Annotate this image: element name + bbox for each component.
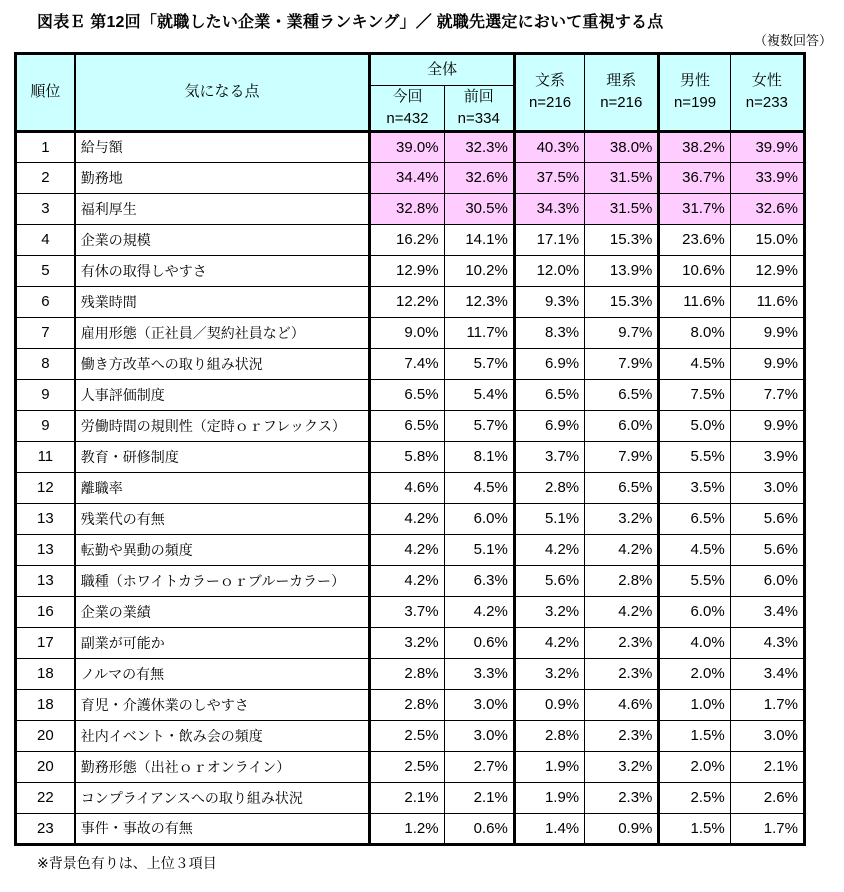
value-cell-male: 1.0%	[659, 689, 730, 720]
table-row	[16, 782, 805, 813]
rank-cell: 22	[16, 782, 75, 813]
table-body	[16, 131, 805, 844]
value-cell-overall-previous: 0.6%	[444, 813, 514, 844]
item-cell: 残業時間	[75, 286, 370, 317]
value-cell-overall-current: 6.5%	[370, 379, 444, 410]
rank-cell: 12	[16, 472, 75, 503]
value-cell-humanities: 1.9%	[514, 782, 584, 813]
value-cell-overall-current: 3.7%	[370, 596, 444, 627]
item-cell: コンプライアンスへの取り組み状況	[75, 782, 370, 813]
value-cell-overall-previous: 4.2%	[444, 596, 514, 627]
value-cell-male: 1.5%	[659, 813, 730, 844]
value-cell-humanities: 1.9%	[514, 751, 584, 782]
header-overall-previous	[444, 85, 514, 131]
table-row	[16, 224, 805, 255]
value-cell-male: 6.5%	[659, 503, 730, 534]
value-cell-sciences: 6.5%	[585, 379, 659, 410]
value-cell-overall-previous: 3.0%	[444, 720, 514, 751]
value-cell-male: 5.0%	[659, 410, 730, 441]
table-row	[16, 317, 805, 348]
table-row	[16, 596, 805, 627]
value-cell-female: 12.9%	[730, 255, 804, 286]
item-cell: ノルマの有無	[75, 658, 370, 689]
value-cell-female: 2.6%	[730, 782, 804, 813]
item-cell: 事件・事故の有無	[75, 813, 370, 844]
rank-cell: 20	[16, 720, 75, 751]
header-female-label: 女性	[751, 72, 782, 90]
table-row	[16, 131, 805, 162]
header-previous-n: n=334	[457, 109, 500, 127]
rank-cell: 16	[16, 596, 75, 627]
item-cell: 福利厚生	[75, 193, 370, 224]
value-cell-overall-previous: 3.0%	[444, 689, 514, 720]
item-cell: 職種（ホワイトカラーｏｒブルーカラー）	[75, 565, 370, 596]
value-cell-female: 9.9%	[730, 410, 804, 441]
header-previous-label: 前回	[463, 87, 494, 105]
item-cell: 働き方改革への取り組み状況	[75, 348, 370, 379]
value-cell-humanities: 40.3%	[514, 131, 584, 162]
value-cell-male: 31.7%	[659, 193, 730, 224]
table-row	[16, 565, 805, 596]
multiple-answer-note: （複数回答）	[753, 33, 832, 48]
header-overall: 全体	[370, 53, 515, 85]
rank-cell: 18	[16, 658, 75, 689]
value-cell-female: 2.1%	[730, 751, 804, 782]
value-cell-overall-current: 2.5%	[370, 720, 444, 751]
header-male	[659, 53, 730, 131]
value-cell-male: 3.5%	[659, 472, 730, 503]
table-row	[16, 286, 805, 317]
value-cell-overall-previous: 5.7%	[444, 348, 514, 379]
item-cell: 副業が可能か	[75, 627, 370, 658]
value-cell-humanities: 9.3%	[514, 286, 584, 317]
value-cell-sciences: 4.6%	[585, 689, 659, 720]
value-cell-overall-previous: 10.2%	[444, 255, 514, 286]
rank-cell: 17	[16, 627, 75, 658]
value-cell-female: 1.7%	[730, 813, 804, 844]
value-cell-male: 6.0%	[659, 596, 730, 627]
value-cell-sciences: 3.2%	[585, 503, 659, 534]
rank-cell: 2	[16, 162, 75, 193]
table-row	[16, 255, 805, 286]
value-cell-sciences: 3.2%	[585, 751, 659, 782]
value-cell-humanities: 5.1%	[514, 503, 584, 534]
item-cell: 企業の規模	[75, 224, 370, 255]
value-cell-overall-current: 5.8%	[370, 441, 444, 472]
header-male-n: n=199	[673, 94, 717, 112]
page-title: 図表Ｅ 第12回「就職したい企業・業種ランキング」／ 就職先選定において重視する点	[37, 14, 664, 31]
value-cell-humanities: 3.2%	[514, 658, 584, 689]
value-cell-overall-current: 39.0%	[370, 131, 444, 162]
value-cell-humanities: 6.9%	[514, 410, 584, 441]
value-cell-overall-previous: 5.7%	[444, 410, 514, 441]
rank-cell: 6	[16, 286, 75, 317]
value-cell-female: 3.0%	[730, 472, 804, 503]
value-cell-overall-previous: 2.7%	[444, 751, 514, 782]
header-sciences	[585, 53, 659, 131]
value-cell-humanities: 5.6%	[514, 565, 584, 596]
value-cell-overall-previous: 14.1%	[444, 224, 514, 255]
table-row	[16, 534, 805, 565]
item-cell: 雇用形態（正社員／契約社員など）	[75, 317, 370, 348]
value-cell-overall-current: 6.5%	[370, 410, 444, 441]
value-cell-overall-previous: 30.5%	[444, 193, 514, 224]
value-cell-female: 9.9%	[730, 317, 804, 348]
value-cell-sciences: 38.0%	[585, 131, 659, 162]
item-cell: 人事評価制度	[75, 379, 370, 410]
value-cell-overall-current: 34.4%	[370, 162, 444, 193]
value-cell-humanities: 3.2%	[514, 596, 584, 627]
value-cell-male: 7.5%	[659, 379, 730, 410]
value-cell-sciences: 15.3%	[585, 224, 659, 255]
table-row	[16, 627, 805, 658]
value-cell-sciences: 13.9%	[585, 255, 659, 286]
value-cell-female: 3.4%	[730, 658, 804, 689]
value-cell-overall-previous: 2.1%	[444, 782, 514, 813]
value-cell-overall-current: 12.2%	[370, 286, 444, 317]
table-row	[16, 689, 805, 720]
item-cell: 残業代の有無	[75, 503, 370, 534]
value-cell-sciences: 2.3%	[585, 627, 659, 658]
value-cell-male: 2.0%	[659, 658, 730, 689]
value-cell-humanities: 2.8%	[514, 720, 584, 751]
table-row	[16, 193, 805, 224]
item-cell: 労働時間の規則性（定時ｏｒフレックス）	[75, 410, 370, 441]
footnote: ※背景色有りは、上位３項目	[37, 854, 217, 871]
value-cell-sciences: 4.2%	[585, 596, 659, 627]
item-cell: 転勤や異動の頻度	[75, 534, 370, 565]
value-cell-male: 1.5%	[659, 720, 730, 751]
value-cell-sciences: 2.3%	[585, 658, 659, 689]
header-humanities	[514, 53, 584, 131]
value-cell-overall-current: 3.2%	[370, 627, 444, 658]
value-cell-female: 3.9%	[730, 441, 804, 472]
value-cell-humanities: 8.3%	[514, 317, 584, 348]
table-row	[16, 379, 805, 410]
value-cell-male: 36.7%	[659, 162, 730, 193]
item-cell: 勤務形態（出社ｏｒオンライン）	[75, 751, 370, 782]
value-cell-female: 39.9%	[730, 131, 804, 162]
value-cell-sciences: 2.3%	[585, 720, 659, 751]
table-row	[16, 348, 805, 379]
header-sciences-n: n=216	[600, 94, 643, 112]
value-cell-female: 3.0%	[730, 720, 804, 751]
value-cell-sciences: 6.5%	[585, 472, 659, 503]
value-cell-overall-current: 9.0%	[370, 317, 444, 348]
header-humanities-label: 文系	[535, 72, 566, 90]
value-cell-sciences: 2.8%	[585, 565, 659, 596]
value-cell-overall-previous: 32.3%	[444, 131, 514, 162]
value-cell-overall-current: 12.9%	[370, 255, 444, 286]
value-cell-overall-current: 2.5%	[370, 751, 444, 782]
value-cell-humanities: 4.2%	[514, 627, 584, 658]
value-cell-female: 6.0%	[730, 565, 804, 596]
header-male-label: 男性	[680, 72, 711, 90]
rank-cell: 13	[16, 565, 75, 596]
value-cell-male: 4.0%	[659, 627, 730, 658]
rank-cell: 9	[16, 379, 75, 410]
value-cell-overall-previous: 6.0%	[444, 503, 514, 534]
value-cell-overall-current: 4.2%	[370, 503, 444, 534]
table-row	[16, 658, 805, 689]
value-cell-male: 8.0%	[659, 317, 730, 348]
value-cell-female: 1.7%	[730, 689, 804, 720]
item-cell: 育児・介護休業のしやすさ	[75, 689, 370, 720]
value-cell-humanities: 34.3%	[514, 193, 584, 224]
table-row	[16, 751, 805, 782]
value-cell-humanities: 4.2%	[514, 534, 584, 565]
value-cell-humanities: 1.4%	[514, 813, 584, 844]
value-cell-male: 38.2%	[659, 131, 730, 162]
value-cell-sciences: 7.9%	[585, 348, 659, 379]
value-cell-overall-current: 4.2%	[370, 534, 444, 565]
value-cell-female: 15.0%	[730, 224, 804, 255]
value-cell-male: 11.6%	[659, 286, 730, 317]
rank-cell: 18	[16, 689, 75, 720]
item-cell: 離職率	[75, 472, 370, 503]
value-cell-overall-current: 2.8%	[370, 689, 444, 720]
value-cell-overall-previous: 0.6%	[444, 627, 514, 658]
value-cell-female: 5.6%	[730, 534, 804, 565]
value-cell-sciences: 7.9%	[585, 441, 659, 472]
value-cell-overall-current: 32.8%	[370, 193, 444, 224]
table-row	[16, 813, 805, 844]
header-humanities-n: n=216	[528, 94, 572, 112]
header-current-n: n=432	[386, 109, 429, 127]
table-header	[16, 53, 805, 131]
value-cell-overall-previous: 8.1%	[444, 441, 514, 472]
value-cell-sciences: 31.5%	[585, 162, 659, 193]
value-cell-overall-current: 4.2%	[370, 565, 444, 596]
value-cell-male: 10.6%	[659, 255, 730, 286]
header-female	[730, 53, 804, 131]
value-cell-overall-current: 2.1%	[370, 782, 444, 813]
header-row-1	[16, 53, 805, 85]
rank-cell: 1	[16, 131, 75, 162]
table-row	[16, 503, 805, 534]
value-cell-male: 4.5%	[659, 534, 730, 565]
value-cell-female: 4.3%	[730, 627, 804, 658]
value-cell-female: 32.6%	[730, 193, 804, 224]
value-cell-male: 5.5%	[659, 441, 730, 472]
value-cell-female: 7.7%	[730, 379, 804, 410]
rank-cell: 23	[16, 813, 75, 844]
item-cell: 有休の取得しやすさ	[75, 255, 370, 286]
value-cell-sciences: 9.7%	[585, 317, 659, 348]
value-cell-humanities: 37.5%	[514, 162, 584, 193]
value-cell-sciences: 2.3%	[585, 782, 659, 813]
value-cell-sciences: 15.3%	[585, 286, 659, 317]
rank-cell: 7	[16, 317, 75, 348]
value-cell-overall-previous: 32.6%	[444, 162, 514, 193]
value-cell-female: 9.9%	[730, 348, 804, 379]
value-cell-overall-previous: 3.3%	[444, 658, 514, 689]
item-cell: 教育・研修制度	[75, 441, 370, 472]
value-cell-female: 5.6%	[730, 503, 804, 534]
header-sciences-label: 理系	[606, 72, 637, 90]
value-cell-humanities: 17.1%	[514, 224, 584, 255]
value-cell-overall-current: 7.4%	[370, 348, 444, 379]
item-cell: 勤務地	[75, 162, 370, 193]
value-cell-humanities: 0.9%	[514, 689, 584, 720]
header-current-label: 今回	[392, 87, 423, 105]
rank-cell: 20	[16, 751, 75, 782]
value-cell-male: 2.5%	[659, 782, 730, 813]
rank-cell: 3	[16, 193, 75, 224]
rank-cell: 13	[16, 534, 75, 565]
value-cell-overall-previous: 6.3%	[444, 565, 514, 596]
value-cell-overall-previous: 4.5%	[444, 472, 514, 503]
value-cell-overall-previous: 5.4%	[444, 379, 514, 410]
value-cell-humanities: 2.8%	[514, 472, 584, 503]
value-cell-sciences: 31.5%	[585, 193, 659, 224]
rank-cell: 9	[16, 410, 75, 441]
table-row	[16, 410, 805, 441]
value-cell-humanities: 12.0%	[514, 255, 584, 286]
value-cell-female: 11.6%	[730, 286, 804, 317]
value-cell-humanities: 3.7%	[514, 441, 584, 472]
value-cell-sciences: 6.0%	[585, 410, 659, 441]
value-cell-sciences: 4.2%	[585, 534, 659, 565]
value-cell-male: 4.5%	[659, 348, 730, 379]
value-cell-male: 5.5%	[659, 565, 730, 596]
header-item: 気になる点	[75, 53, 370, 131]
rank-cell: 5	[16, 255, 75, 286]
value-cell-overall-current: 16.2%	[370, 224, 444, 255]
header-rank: 順位	[16, 53, 75, 131]
value-cell-overall-previous: 5.1%	[444, 534, 514, 565]
value-cell-female: 3.4%	[730, 596, 804, 627]
value-cell-male: 2.0%	[659, 751, 730, 782]
rank-cell: 11	[16, 441, 75, 472]
table-row	[16, 720, 805, 751]
item-cell: 企業の業績	[75, 596, 370, 627]
ranking-table	[14, 52, 806, 846]
value-cell-overall-previous: 12.3%	[444, 286, 514, 317]
value-cell-overall-previous: 11.7%	[444, 317, 514, 348]
value-cell-overall-current: 2.8%	[370, 658, 444, 689]
table-row	[16, 472, 805, 503]
item-cell: 給与額	[75, 131, 370, 162]
value-cell-humanities: 6.5%	[514, 379, 584, 410]
rank-cell: 13	[16, 503, 75, 534]
value-cell-humanities: 6.9%	[514, 348, 584, 379]
item-cell: 社内イベント・飲み会の頻度	[75, 720, 370, 751]
header-overall-current	[370, 85, 444, 131]
rank-cell: 4	[16, 224, 75, 255]
value-cell-male: 23.6%	[659, 224, 730, 255]
value-cell-sciences: 0.9%	[585, 813, 659, 844]
rank-cell: 8	[16, 348, 75, 379]
value-cell-overall-current: 4.6%	[370, 472, 444, 503]
header-female-n: n=233	[745, 94, 788, 112]
value-cell-overall-current: 1.2%	[370, 813, 444, 844]
value-cell-female: 33.9%	[730, 162, 804, 193]
table-row	[16, 441, 805, 472]
table-row	[16, 162, 805, 193]
